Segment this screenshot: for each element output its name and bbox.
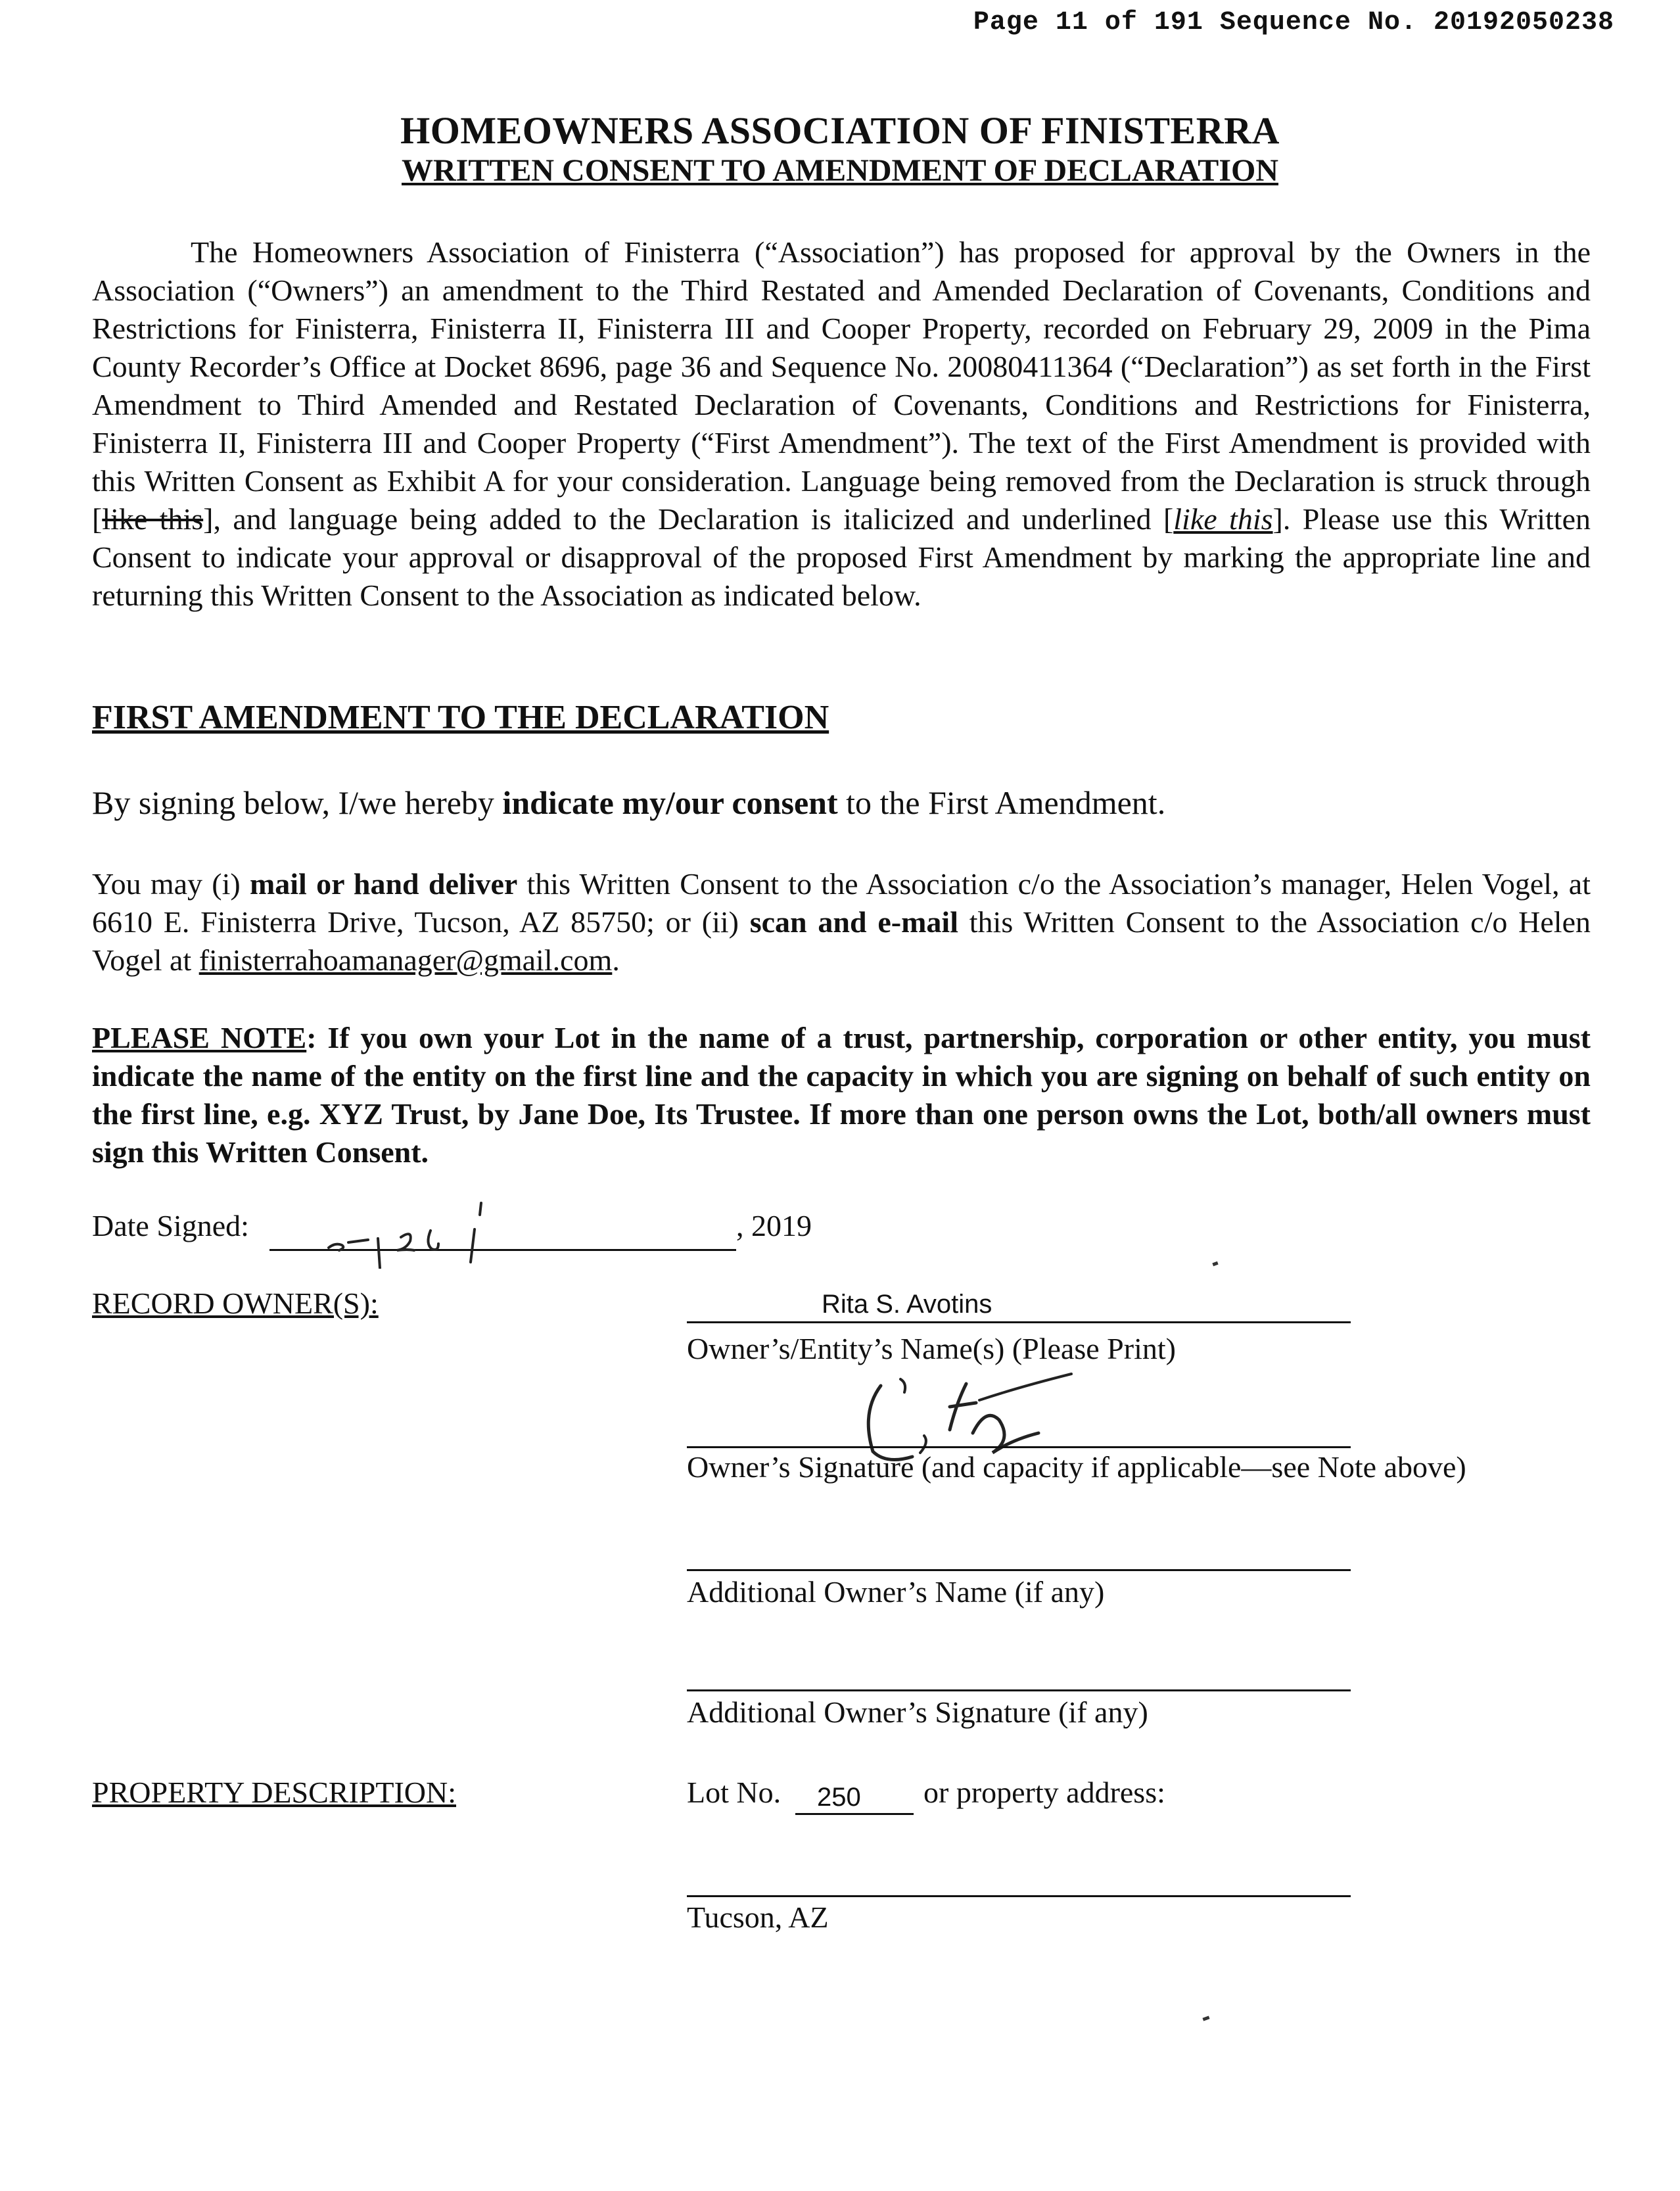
mail-bold-2: scan and e-mail — [749, 905, 958, 939]
document-title: HOMEOWNERS ASSOCIATION OF FINISTERRA — [400, 109, 1280, 152]
please-note-paragraph — [92, 1019, 1591, 1171]
additional-owner-name-field[interactable] — [687, 1569, 1351, 1571]
delivery-instructions — [92, 865, 1591, 979]
property-description-label: PROPERTY DESCRIPTION: — [92, 1776, 456, 1809]
mail-text-4: . — [612, 943, 620, 977]
page-sequence-header: Page 11 of 191 Sequence No. 20192050238 — [973, 8, 1614, 37]
consent-bold: indicate my/our consent — [502, 784, 838, 821]
scan-speck — [1212, 1261, 1218, 1266]
date-signed-year: , 2019 — [736, 1209, 812, 1242]
consent-post: to the First Amendment. — [837, 784, 1166, 821]
consent-statement — [92, 784, 1165, 822]
intro-text-2: ], and language being added to the Declaration is italicized and underlined [ — [203, 502, 1174, 536]
owner-signature-field[interactable] — [687, 1446, 1351, 1448]
property-address-label: or property address: — [923, 1776, 1165, 1809]
note-body: : If you own your Lot in the name of a trust, partnership, corporation or other entity, you must indicate the name of the entity on the first line and the capacity in which you are signing on behalf of such entity on the first line, e.g. XYZ Trust, by Jane Doe, Its Trustee. If more than one person owns the Lot, both/all owners must sign this Written Consent. — [92, 1021, 1591, 1169]
intro-text-1: The Homeowners Association of Finisterra (“Association”) has proposed for approval by the Owners in the Association (“Owners”) an amendment to the Third Restated and Amended Declaration of Covenants, Conditions and Restrictions for Finisterra, Finisterra II, Finisterra III and Cooper Property, recorded on February 29, 2009 in the Pima County Recorder’s Office at Docket 8696, page 36 and Sequence No. 20080411364 (“Declaration”) as set forth in the First Amendment to Third Amended and Restated Declaration of Covenants, Conditions and Restrictions for Finisterra, Finisterra II, Finisterra III and Cooper Property (“First Amendment”). The text of the First Amendment is provided with this Written Consent as Exhibit A for your consideration. Language being removed from the Declaration is struck through [ — [92, 235, 1591, 536]
email-link[interactable]: finisterrahoamanager@gmail.com — [198, 943, 613, 977]
property-address-field[interactable] — [687, 1895, 1351, 1897]
additional-owner-signature-field[interactable] — [687, 1689, 1351, 1691]
intro-text-3: ]. Please use this Written Consent to indicate your approval or disapproval of the proposed First Amendment by marking the appropriate line and returning this Written Consent to the Association as indicated below. — [92, 502, 1591, 612]
italic-underline-example: like this — [1173, 502, 1273, 536]
section-heading: FIRST AMENDMENT TO THE DECLARATION — [92, 699, 829, 736]
additional-owner-name-label: Additional Owner’s Name (if any) — [687, 1575, 1105, 1609]
note-lead: PLEASE NOTE — [92, 1021, 307, 1054]
strikethrough-example: like this — [102, 502, 204, 536]
owner-name-field[interactable] — [687, 1321, 1351, 1323]
lot-number-value: 250 — [817, 1783, 861, 1812]
lot-number-field[interactable] — [795, 1813, 914, 1815]
owner-name-value: Rita S. Avotins — [822, 1290, 992, 1319]
record-owners-label: RECORD OWNER(S): — [92, 1286, 379, 1320]
intro-paragraph — [92, 233, 1591, 615]
scan-speck — [1202, 2015, 1209, 2021]
owner-signature-label: Owner’s Signature (and capacity if applicable—see Note above) — [687, 1450, 1466, 1484]
document-subtitle: WRITTEN CONSENT TO AMENDMENT OF DECLARATION — [401, 153, 1278, 188]
mail-text-2: this Written Consent to the Association c/o the Association’s manager, Helen Vogel, at 6610 E. Finisterra Drive, Tucson, AZ 85750; or (ii) — [92, 867, 1591, 939]
additional-owner-signature-label: Additional Owner’s Signature (if any) — [687, 1695, 1148, 1729]
lot-number-label: Lot No. — [687, 1776, 782, 1809]
mail-text-1: You may (i) — [92, 867, 250, 901]
owner-name-label: Owner’s/Entity’s Name(s) (Please Print) — [687, 1332, 1176, 1365]
mail-bold-1: mail or hand deliver — [249, 867, 518, 901]
handwritten-date — [315, 1196, 526, 1269]
property-city: Tucson, AZ — [687, 1900, 829, 1934]
mail-text-3: this Written Consent to the Association c/o Helen Vogel at — [92, 905, 1591, 977]
date-signed-label: Date Signed: — [92, 1209, 249, 1242]
consent-pre: By signing below, I/we hereby — [92, 784, 503, 821]
